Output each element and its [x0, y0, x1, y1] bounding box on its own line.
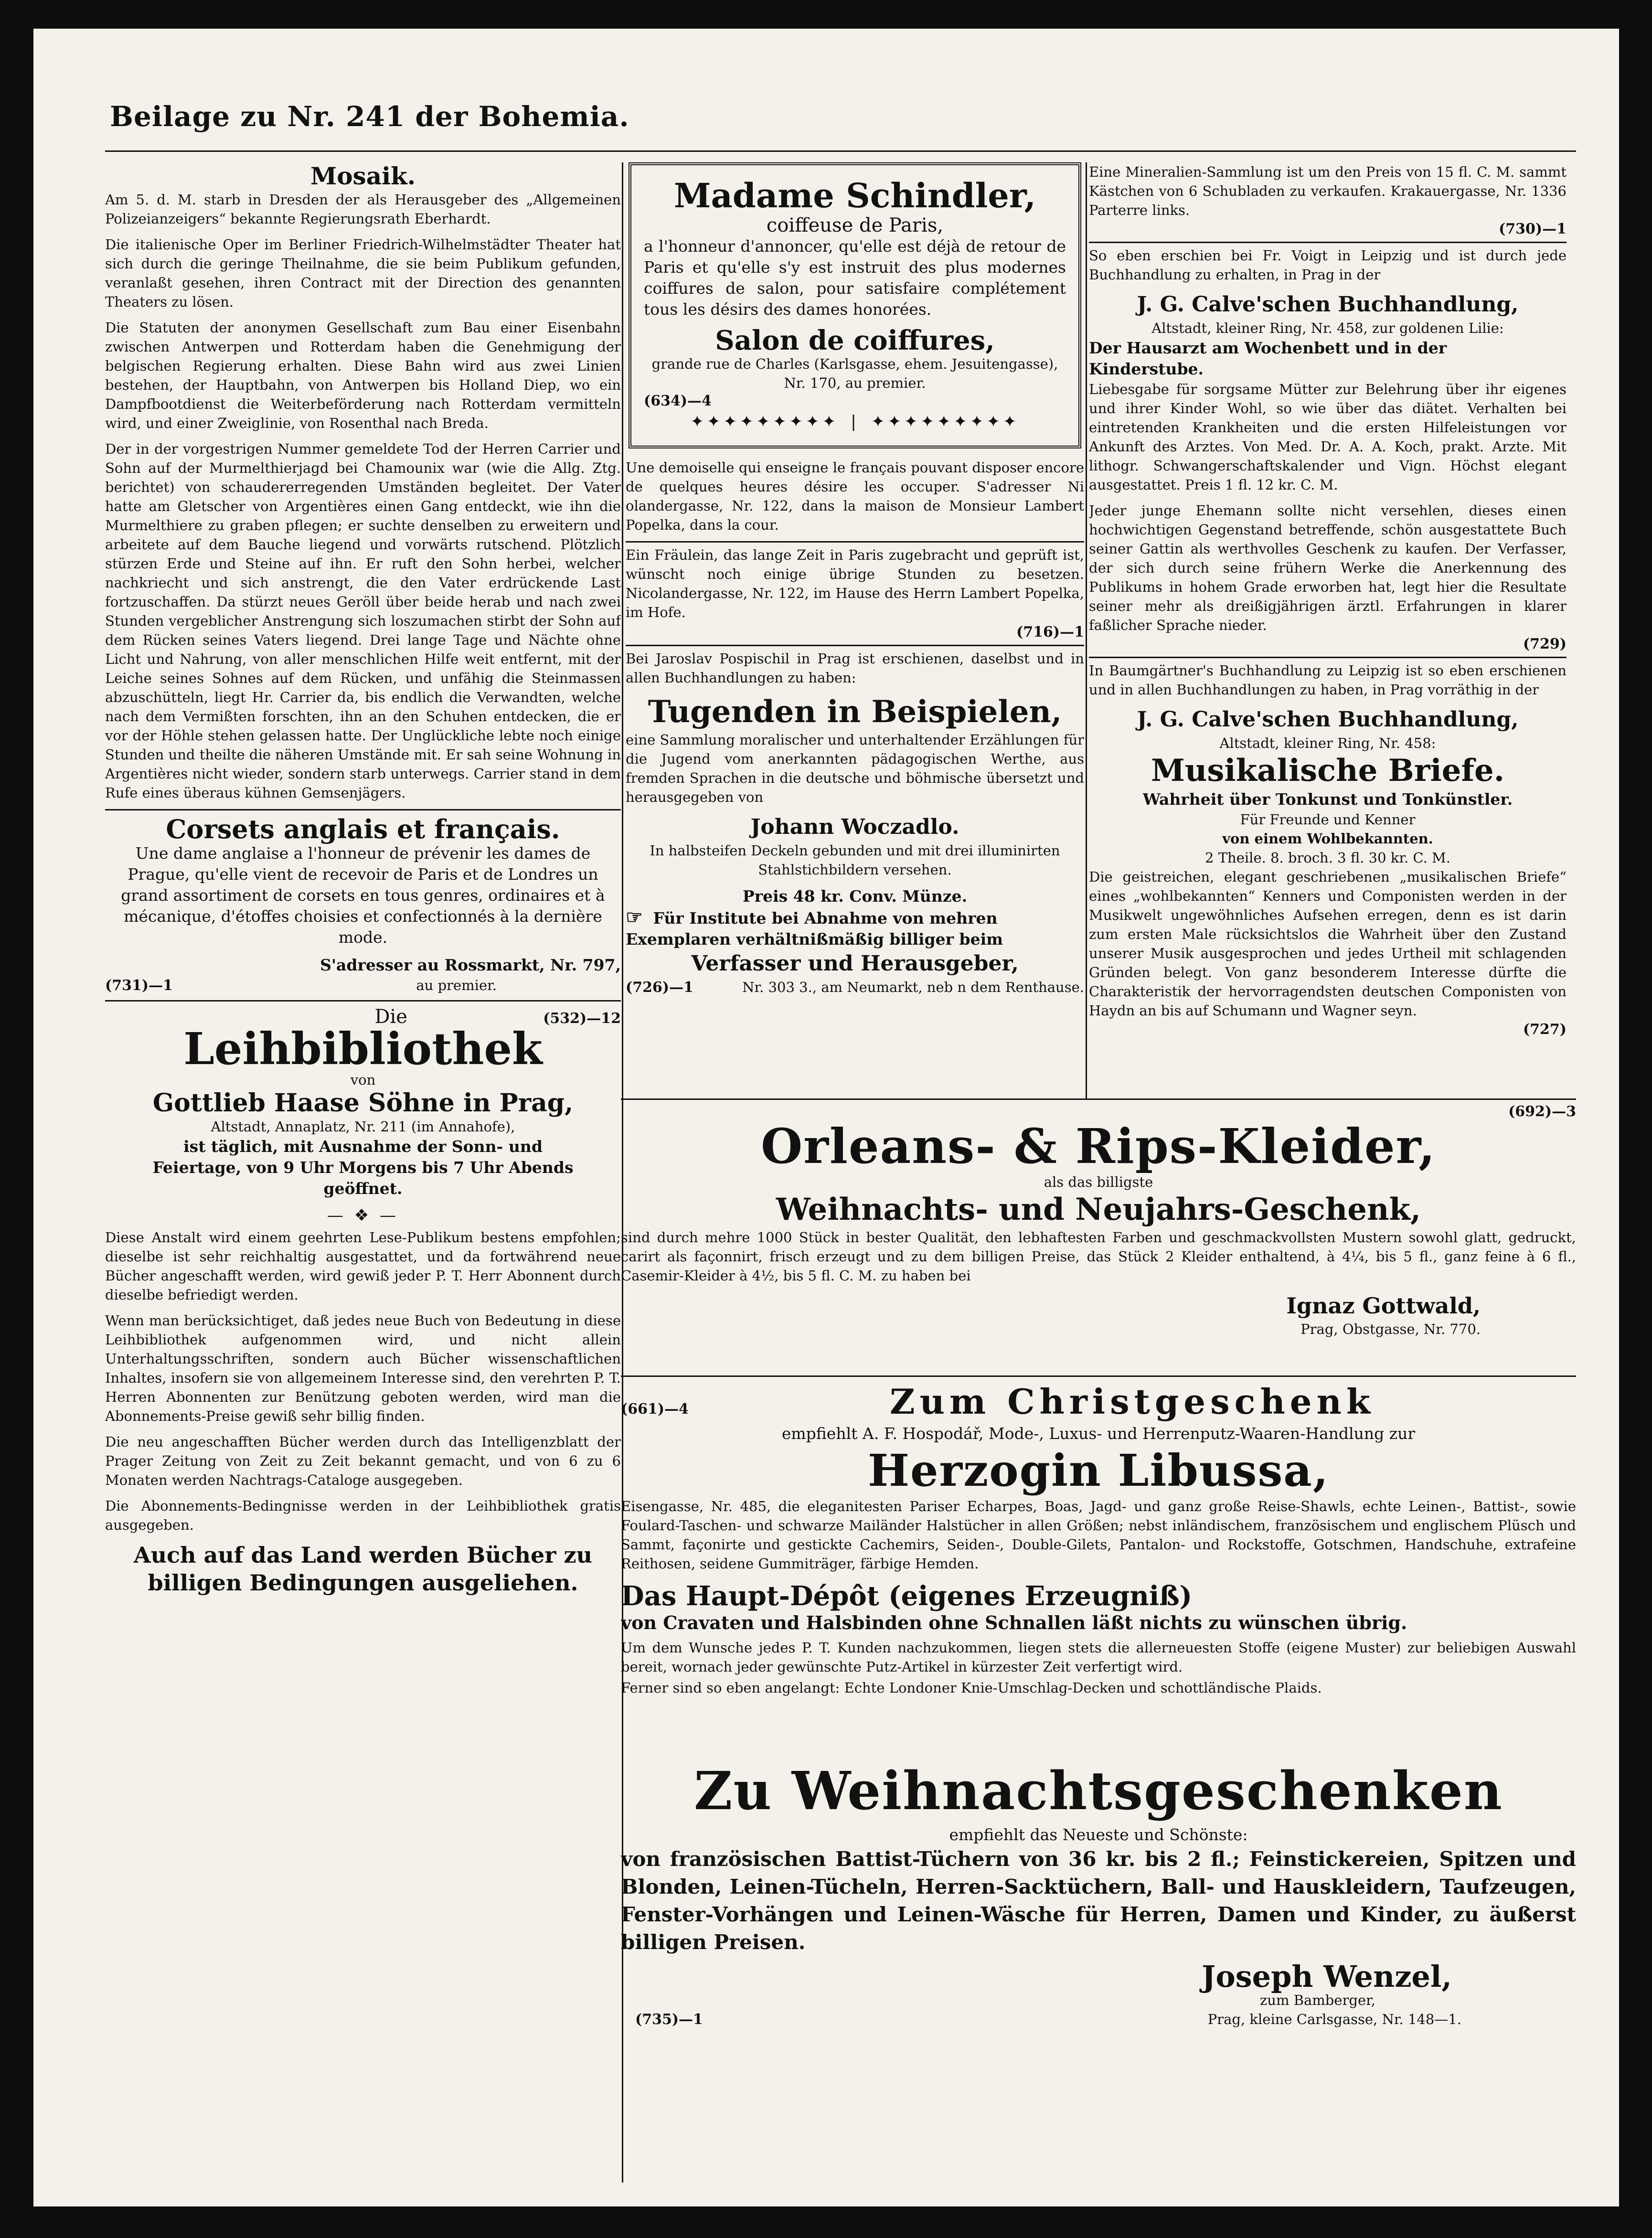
page-header: Beilage zu Nr. 241 der Bohemia.	[110, 100, 629, 133]
christgeschenk-depot-text: von Cravaten und Halsbinden ohne Schnallen läßt nichts zu wünschen übrig.	[621, 1612, 1407, 1633]
orleans-text: sind durch mehre 1000 Stück in bester Qualität, den lebhaftesten Farben und geschmackvollsten Mustern sowohl glatt, gedruckt, carirt als façonnirt, frisch erzeugt und zu dem billigen Preise, das Stück 2 Kleider enthaltend, à 4¼, bis 5 fl., ganz feine à 6 fl., Casemir-Kleider à 4½, bis 5 fl. C. M. zu haben bei	[621, 1229, 1576, 1284]
ad-reference: (692)—3	[1508, 1103, 1576, 1120]
orleans-ad	[621, 1103, 1576, 1371]
orleans-sub: als das billigste	[1044, 1174, 1153, 1190]
hausarzt-intro: So eben erschien bei Fr. Voigt in Leipzig und ist durch jede Buchhandlung zu erhalten, in Prag in der	[1089, 247, 1567, 283]
tugenden-ad	[626, 649, 1084, 997]
pointing-hand-icon: ☞	[626, 906, 643, 928]
briefe-body: Die geistreichen, elegant geschriebenen „musikalischen Briefe“ eines „wohlbekannten“ Kenners und Componisten werden in der Musikwelt ungewöhnliches Aufsehen erregen, denn es ist darin zum ersten Male rücksichtslos die Wahrheit über den Zustand unserer Musik ausgesprochen und jedes Urtheil mit schlagenden Gründen belegt. Von ganz besonderem Interesse dürfte die Charakteristik der hervorragendsten deutschen Componisten von Haydn an bis auf Schumann und Wagner seyn.	[1089, 869, 1567, 1019]
christgeschenk-text: Eisengasse, Nr. 485, die eleganitesten Pariser Echarpes, Boas, Jagd- und ganz große Reise-Shawls, echte Leinen-, Battist-, sowie Foulard-Taschen- und schwarze Mailänder Halstücher in allen Größen; nebst inländischem, französischem und englischem Plüsch und Sammt, façonirte und gestickte Cachemirs, Seiden-, Double-Gilets, Pantalon- und Rockstoffe, Gotschmen, Handschuhe, extrafeine Reithosen, seidene Gummiträger, färbige Hemden.	[621, 1498, 1576, 1572]
tugenden-price: Preis 48 kr. Conv. Münze.	[742, 887, 968, 906]
briefe-ad	[1089, 661, 1567, 1039]
ad-reference: (661)—4	[621, 1401, 689, 1417]
section-rule	[621, 1375, 1576, 1377]
tugenden-offer-text: Für Institute bei Abnahme von mehren Exemplaren verhältnißmäßig billiger beim	[626, 909, 1003, 948]
hausarzt-body2: Jeder junge Ehemann sollte nicht versehlen, dieses einen hochwichtigen Gegenstand betreffende, schön ausgestattete Buch seiner Gattin als werthvolles Geschenk zu kaufen. Der Verfasser, der sich durch seine frühern Werke die Anerkennung des Publikums in hohem Grade erworben hat, legt hier die Resultate seiner mehr als dreißigjährigen ärztl. Erfahrungen in klarer faßlicher Sprache nieder.	[1089, 502, 1567, 633]
christgeschenk-depot: Das Haupt-Dépôt (eigenes Erzeugniß)	[621, 1580, 1193, 1612]
schindler-salon: Salon de coiffures,	[715, 325, 995, 356]
section-rule	[626, 541, 1084, 543]
ad-reference: (634)—4	[644, 393, 712, 409]
ad-reference: (731)—1	[105, 977, 173, 994]
mosaik-paragraph: Die italienische Oper im Berliner Friedrich-Wilhelmstädter Theater hat sich durch die geringe Theilnahme, die sie beim Publikum gefunden, veranlaßt gesehen, ihren Contract mit der Direction des genannten Theaters zu lösen.	[105, 236, 621, 310]
mineralien-text: Eine Mineralien-Sammlung ist um den Preis von 15 fl. C. M. sammt Kästchen von 6 Schubladen zu verkaufen. Krakauergasse, Nr. 1336 Parterre links.	[1089, 164, 1567, 218]
tugenden-desc: eine Sammlung moralischer und unterhaltender Erzählungen für die Jugend vom anerkannten pädagogischen Werthe, aus fremden Sprachen in die deutsche und böhmische übersetzt und herausgegeben von	[626, 732, 1084, 805]
christgeschenk-note: Um dem Wunsche jedes P. T. Kunden nachzukommen, liegen stets die allerneuesten Stoffe (eigene Muster) zur beliebigen Auswahl bereit, wornach jeder gewünschte Putz-Artikel in kürzester Zeit verfertigt wird.	[621, 1640, 1576, 1675]
briefe-firm: J. G. Calve'schen Buchhandlung,	[1137, 707, 1519, 732]
leihbibliothek-body	[105, 1228, 621, 1535]
leihbibliothek-hours: ist täglich, mit Ausnahme der Sonn- und Feiertage, von 9 Uhr Morgens bis 7 Uhr Abends geöffnet.	[152, 1137, 574, 1198]
mosaik-section	[105, 190, 621, 802]
section-rule	[1089, 242, 1567, 243]
hausarzt-body: Liebesgabe für sorgsame Mütter zur Belehrung über ihr eigenes und ihrer Kinder Wohl, so wie über das diätet. Verhalten bei eintretenden Krankheiten und die ersten Hilfeleistungen vor Ankunft des Arztes. Von Med. Dr. A. A. Koch, prakt. Arzte. Mit lithogr. Schwangerschaftskalender und Vign. Höchst elegant ausgestattet. Preis 1 fl. 12 kr. C. M.	[1089, 381, 1567, 493]
mosaik-paragraph: Der in der vorgestrigen Nummer gemeldete Tod der Herren Carrier und Sohn auf der Murmelthierjagd bei Chamounix war (wie die Allg. Ztg. berichtet) von schaudererregenden Umständen begleitet. Der Vater hatte am Gletscher von Argentières einen Gang entdeckt, wie ihn die Murmelthiere zu graben pflegen; er suchte denselben zu erweitern und arbeitete auf dem Bauche liegend und vorwärts rutschend. Plötzlich stürzen Erde und Steine auf ihn. Er ruft den Sohn herbei, welcher nachkriecht und sich anstrengt, die den Vater erdrückende Last fortzuschaffen. Da stürzt neues Geröll über beide herab und nach zwei Stunden vergeblicher Anstrengung sich loszumachen stirbt der Sohn auf dem Rücken seines Vaters liegend. Drei lange Tage und Nächte ohne Licht und Nahrung, von aller menschlichen Hilfe weit entfernt, mit der Leiche seines Sohnes auf dem Rücken, und unfähig die Steinmassen abzuschütteln, liegt Hr. Carrier da, bis endlich die Verwandten, welche nach dem Vermißten forschten, ihn an den Schuhen entdecken, die er vor der Höhle stehen gelassen hatte. Der Unglückliche lebte noch einige Stunden und theilte die näheren Umstände mit. Er sah seine Wohnung in Argentières nicht wieder, sondern starb unterwegs. Carrier stand in dem Rufe eines überaus kühnen Gemsenjägers.	[105, 441, 621, 801]
section-rule	[105, 1000, 621, 1002]
briefe-for: Für Freunde und Kenner	[1240, 811, 1416, 828]
orleans-title: Orleans- & Rips-Kleider,	[761, 1118, 1436, 1174]
leihbibliothek-closing: Auch auf das Land werden Bücher zu billigen Bedingungen ausgeliehen.	[133, 1542, 593, 1596]
christgeschenk-note2: Ferner sind so eben angelangt: Echte Londoner Knie-Umschlag-Decken und schottländische Plaids.	[621, 1680, 1322, 1696]
tugenden-intro: Bei Jaroslav Pospischil in Prag ist erschienen, daselbst und in allen Buchhandlungen zu haben:	[626, 650, 1084, 686]
schindler-title: Madame Schindler,	[674, 176, 1036, 215]
christgeschenk-ad	[621, 1380, 1576, 1753]
demoiselle-ad: Une demoiselle qui enseigne le français pouvant disposer encore de quelques heures désire les occuper. S'adresser Ni olandergasse, Nr. 122, dans la maison de Monsieur Lambert Popelka, dans la cour.	[626, 459, 1084, 533]
mosaik-title: Mosaik.	[310, 162, 416, 190]
section-rule	[1089, 657, 1567, 658]
mineralien-ad	[1089, 162, 1567, 239]
corsets-ad	[105, 815, 621, 995]
weihnachten-seller: Joseph Wenzel,	[1202, 1959, 1452, 1994]
schindler-ad	[629, 162, 1081, 448]
left-column	[105, 162, 621, 2183]
christgeschenk-head	[621, 1380, 1576, 1423]
leihbibliothek-title: Leihbibliothek	[183, 1023, 543, 1075]
weihnachten-intro: empfiehlt das Neueste und Schönste:	[949, 1825, 1248, 1844]
tugenden-address: Nr. 303 3., am Neumarkt, neb n dem Renthause.	[742, 979, 1084, 995]
weihnachten-address: Prag, kleine Carlsgasse, Nr. 148—1.	[1207, 2011, 1461, 2027]
hausarzt-firm-address: Altstadt, kleiner Ring, Nr. 458, zur goldenen Lilie:	[1151, 320, 1504, 336]
briefe-intro: In Baumgärtner's Buchhandlung zu Leipzig ist so eben erschienen und in allen Buchhandlungen zu haben, in Prag vorräthig in der	[1089, 662, 1567, 698]
briefe-by: von einem Wohlbekannten.	[1222, 831, 1433, 847]
briefe-subtitle: Wahrheit über Tonkunst und Tonkünstler.	[1142, 790, 1513, 809]
schindler-text: a l'honneur d'annoncer, qu'elle est déjà de retour de Paris et qu'elle s'y est instruit des plus modernes coiffures de salon, pour satisfaire complétement tous les désirs des dames honorées.	[644, 237, 1066, 319]
tugenden-binding: In halbsteifen Deckeln gebunden und mit drei illuminirten Stahlstichbildern versehen.	[650, 842, 1060, 878]
ad-reference: (532)—12	[543, 1010, 621, 1027]
orleans-address: Prag, Obstgasse, Nr. 770.	[1300, 1321, 1481, 1337]
corsets-title: Corsets anglais et français.	[166, 814, 560, 844]
leihbibliothek-die: Die	[374, 1006, 407, 1028]
column-divider-right	[1086, 162, 1087, 1098]
fraeulein-text: Ein Fräulein, das lange Zeit in Paris zugebracht und geprüft ist, wünscht noch einige übrige Stunden zu besetzen. Nicolandergasse, Nr. 122, im Hause des Herrn Lambert Popelka, im Hofe.	[626, 547, 1084, 620]
leihbibliothek-paragraph: Die neu angeschafften Bücher werden durch das Intelligenzblatt der Prager Zeitung von Zeit zu Zeit bekannt gemacht, und von 6 zu 6 Monaten werden Nachtrags-Cataloge ausgegeben.	[105, 1434, 621, 1488]
corsets-footer	[105, 976, 621, 995]
section-rule	[105, 809, 621, 810]
briefe-price: 2 Theile. 8. broch. 3 fl. 30 kr. C. M.	[1205, 850, 1450, 866]
ad-reference: (729)	[1523, 636, 1567, 652]
leihbibliothek-owner: Gottlieb Haase Söhne in Prag,	[152, 1088, 574, 1118]
leihbibliothek-paragraph: Die Abonnements-Bedingnisse werden in der Leihbibliothek gratis ausgegeben.	[105, 1498, 621, 1533]
ad-reference: (735)—1	[635, 2011, 703, 2028]
briefe-title: Musikalische Briefe.	[1151, 753, 1505, 789]
corsets-text: Une dame anglaise a l'honneur de prévenir les dames de Prague, qu'elle vient de recevoir de Paris et de Londres un grand assortiment de corsets en tous genres, ordinaires et à mécanique, d'étoffes choisies et confectionnés à la dernière mode.	[121, 844, 605, 947]
section-rule	[621, 1098, 1576, 1100]
ad-reference: (730)—1	[1499, 221, 1567, 237]
weihnachten-text: von französischen Battist-Tüchern von 36 kr. bis 2 fl.; Feinstickereien, Spitzen und Blonden, Leinen-Tücheln, Herren-Sacktüchern, Ball- und Hauskleidern, Taufzeugen, Fenster-Vorhängen und Leinen-Wäsche für Herren, Damen und Kinder, zu äußerst billigen Preisen.	[621, 1847, 1576, 1954]
mosaik-paragraph: Am 5. d. M. starb in Dresden der als Herausgeber des „Allgemeinen Polizeianzeigers“ bekannte Regierungsrath Eberhardt.	[105, 192, 621, 227]
divider-ornament: — ❖ —	[327, 1206, 399, 1225]
tugenden-offer	[626, 907, 1084, 950]
leihbibliothek-von: von	[350, 1072, 376, 1088]
corsets-floor: au premier.	[416, 977, 497, 993]
leihbibliothek-address: Altstadt, Annaplatz, Nr. 211 (im Annahofe),	[211, 1119, 515, 1135]
christgeschenk-intro: empfiehlt A. F. Hospodář, Mode-, Luxus- und Herrenputz-Waaren-Handlung zur	[781, 1424, 1416, 1443]
hausarzt-firm: J. G. Calve'schen Buchhandlung,	[1137, 292, 1519, 317]
leihbibliothek-paragraph: Wenn man berücksichtiget, daß jedes neue Buch von Bedeutung in diese Leihbibliothek aufgenommen wird, und nicht allein Unterhaltungsschriften, sondern auch Bücher wissenschaftlichen Inhaltes, insofern sie von allgemeinem Interesse sind, den verehrten P. T. Herren Abonnenten zur Benützung geboten werden, wird man die Abonnements-Preise gewiß sehr billig finden.	[105, 1312, 621, 1424]
hausarzt-title: Der Hausarzt am Wochenbett und in der Kinderstube.	[1089, 339, 1447, 378]
ad-reference: (716)—1	[1016, 624, 1084, 640]
leihbibliothek-paragraph: Diese Anstalt wird einem geehrten Lese-Publikum bestens empfohlen; dieselbe ist sehr reichhaltig ausgestattet, und da fortwährend neue Bücher angeschafft werden, wird gewiß jeder P. T. Herr Abonnent durch dieselbe befriedigt werden.	[105, 1229, 621, 1303]
frame-ornament: ✦✦✦✦✦✦✦✦✦ ❘ ✦✦✦✦✦✦✦✦✦	[690, 412, 1020, 431]
tugenden-title: Tugenden in Beispielen,	[648, 694, 1062, 730]
right-column	[1089, 162, 1567, 1127]
briefe-firm-address: Altstadt, kleiner Ring, Nr. 458:	[1219, 735, 1436, 751]
weihnachten-title: Zu Weihnachtsgeschenken	[694, 1760, 1503, 1822]
ad-reference: (726)—1	[626, 979, 693, 996]
hausarzt-ad	[1089, 246, 1567, 654]
fraeulein-ad	[626, 545, 1084, 642]
leihbibliothek-ad	[105, 1006, 621, 1597]
tugenden-footer	[626, 978, 1084, 997]
corsets-address: S'adresser au Rossmarkt, Nr. 797,	[320, 956, 621, 974]
middle-column	[626, 162, 1084, 1098]
orleans-gift: Weihnachts- und Neujahrs-Geschenk,	[776, 1192, 1421, 1227]
mosaik-paragraph: Die Statuten der anonymen Gesellschaft zum Bau einer Eisenbahn zwischen Antwerpen und Rotterdam haben die Genehmigung der belgischen Regierung erhalten. Diese Bahn wird aus zwei Linien bestehen, der Hauptbahn, von Antwerpen bis Holland Diep, wo ein Dampfbootdienst die Weiterbeförderung nach Rotterdam vermitteln wird, und einer Zweiglinie, von Rosenthal nach Breda.	[105, 320, 621, 431]
weihnachten-sign: zum Bamberger,	[1260, 1992, 1375, 2008]
newspaper-page	[33, 29, 1619, 2206]
header-rule	[105, 150, 1576, 152]
weihnachten-ad	[621, 1758, 1576, 2197]
christgeschenk-shop: Herzogin Libussa,	[868, 1445, 1329, 1496]
tugenden-publisher: Verfasser und Herausgeber,	[691, 951, 1019, 976]
schindler-subtitle: coiffeuse de Paris,	[766, 214, 944, 236]
tugenden-author: Johann Woczadlo.	[750, 815, 959, 839]
weihnachten-footer	[621, 2010, 1576, 2029]
christgeschenk-title: Zum Christgeschenk	[890, 1381, 1375, 1422]
ad-reference: (727)	[1523, 1021, 1567, 1038]
schindler-address: grande rue de Charles (Karlsgasse, ehem. Jesuitengasse), Nr. 170, au premier.	[651, 356, 1058, 391]
section-rule	[626, 645, 1084, 646]
orleans-seller: Ignaz Gottwald,	[1286, 1293, 1481, 1319]
